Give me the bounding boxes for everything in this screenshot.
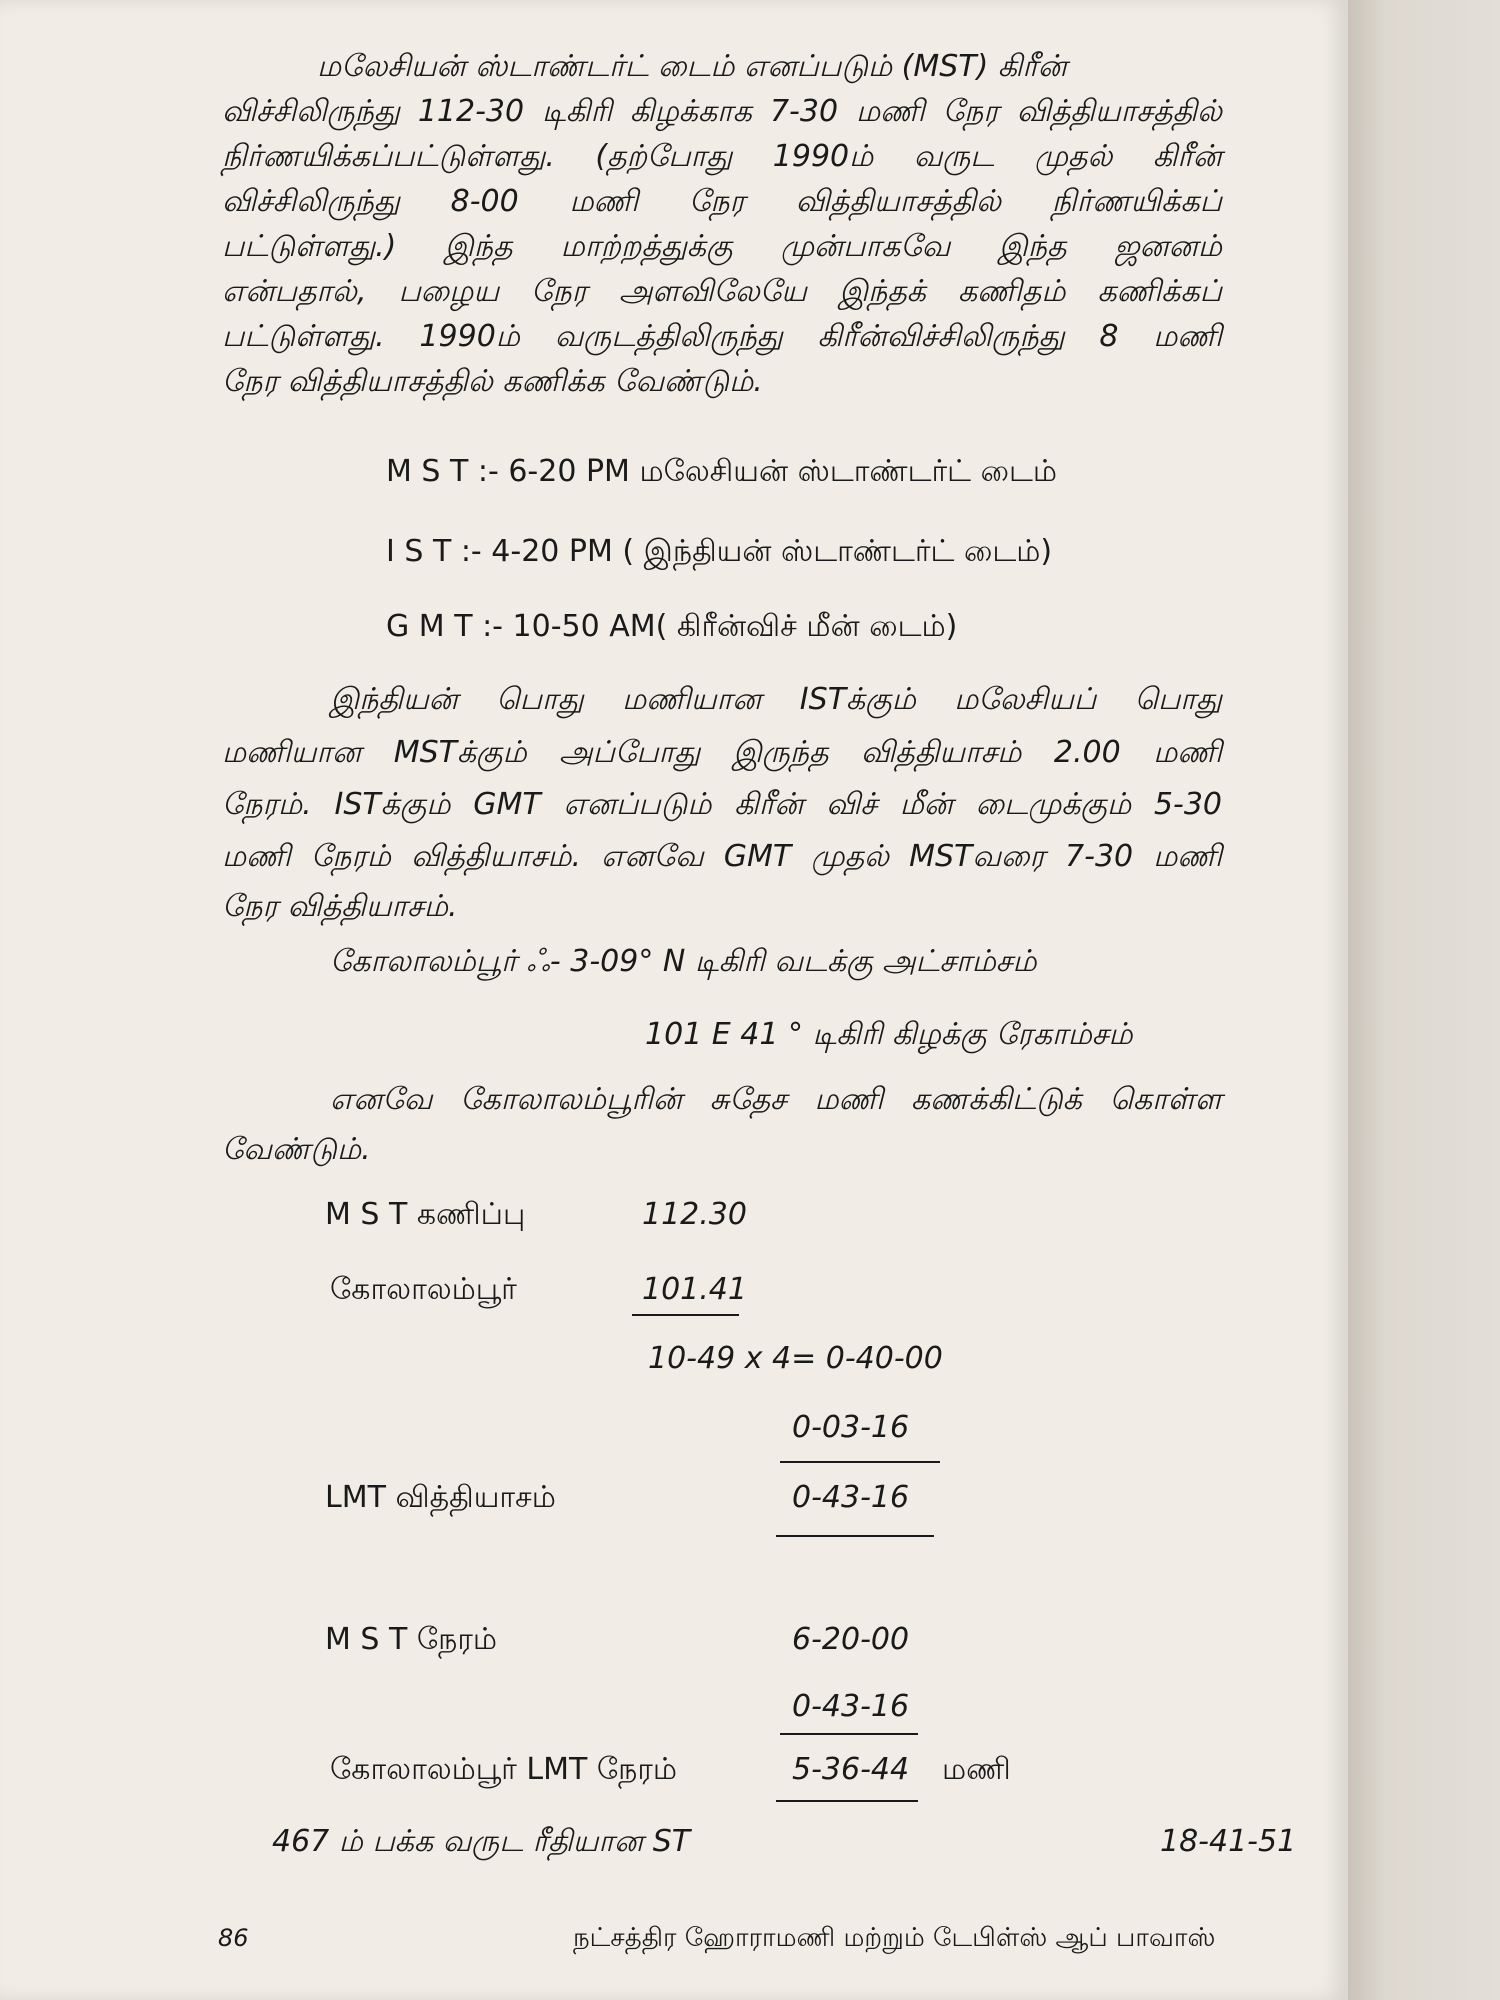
paragraph-line: என்பதால், பழைய நேர அளவிலேயே இந்தக் கணிதம் கணிக்கப் xyxy=(222,274,1222,309)
kl-lmt-label: கோலாலம்பூர் LMT நேரம் xyxy=(330,1752,678,1787)
ist-time-line: I S T :- 4-20 PM ( இந்தியன் ஸ்டாண்டர்ட் டைம்) xyxy=(386,534,1053,569)
longitude-line: 101 E 41 ° டிகிரி கிழக்கு ரேகாம்சம் xyxy=(645,1017,1133,1052)
mst-time-value: 6-20-00 xyxy=(792,1622,910,1657)
paragraph-line: பட்டுள்ளது. 1990ம் வருடத்திலிருந்து கிரீன்விச்சிலிருந்து 8 மணி xyxy=(222,319,1222,354)
paragraph-line: நிர்ணயிக்கப்பட்டுள்ளது. (தற்போது 1990ம் வருட முதல் கிரீன் xyxy=(222,139,1222,174)
mst-calc-label: M S T கணிப்பு xyxy=(325,1197,526,1232)
paragraph-first-line: எனவே கோலாலம்பூரின் சுதேச மணி கணக்கிட்டுக் கொள்ள xyxy=(330,1082,1222,1117)
paragraph-line: மணி நேரம் வித்தியாசம். எனவே GMT முதல் MSTவரை 7-30 மணி xyxy=(222,839,1222,874)
lmt-diff-label: LMT வித்தியாசம் xyxy=(325,1480,556,1515)
paragraph-last-line: வேண்டும். xyxy=(222,1132,371,1167)
mst-time-label: M S T நேரம் xyxy=(325,1622,498,1657)
kl-lmt-unit: மணி xyxy=(942,1752,1011,1787)
paragraph-first-line: இந்தியன் பொது மணியான ISTக்கும் மலேசியப் பொது xyxy=(330,682,1222,717)
kl-value: 101.41 xyxy=(642,1272,747,1307)
mst-time-line: M S T :- 6-20 PM மலேசியன் ஸ்டாண்டர்ட் டைம் xyxy=(386,454,1057,489)
extra-value: 0-03-16 xyxy=(792,1410,910,1445)
latitude-line: கோலாலம்பூர் ஃ- 3-09° N டிகிரி வடக்கு அட்சாம்சம் xyxy=(330,944,1037,979)
lmt-diff-value: 0-43-16 xyxy=(792,1480,910,1515)
kl-lmt-value: 5-36-44 xyxy=(792,1752,910,1787)
gmt-time-line: G M T :- 10-50 AM( கிரீன்விச் மீன் டைம்) xyxy=(386,609,958,644)
book-title: நட்சத்திர ஹோராமணி மற்றும் டேபிள்ஸ் ஆப் பாவாஸ் xyxy=(573,1923,1216,1953)
paragraph-last-line: நேர வித்தியாசம். xyxy=(222,889,458,924)
mst-calc-value: 112.30 xyxy=(642,1197,747,1232)
paragraph-line: விச்சிலிருந்து 8-00 மணி நேர வித்தியாசத்தில் நிர்ணயிக்கப் xyxy=(222,184,1222,219)
paragraph-line: பட்டுள்ளது.) இந்த மாற்றத்துக்கு முன்பாகவே இந்த ஜனனம் xyxy=(222,229,1222,264)
page-edge xyxy=(1348,0,1500,2000)
multiply-line: 10-49 x 4= 0-40-00 xyxy=(648,1341,943,1376)
result-line xyxy=(776,1800,918,1802)
sub-value: 0-43-16 xyxy=(792,1689,910,1724)
page-number: 86 xyxy=(218,1924,249,1952)
st-label: 467 ம் பக்க வருட ரீதியான ST xyxy=(272,1824,691,1859)
difference-line xyxy=(780,1733,918,1735)
st-value: 18-41-51 xyxy=(1160,1824,1297,1859)
paragraph-first-line: மலேசியன் ஸ்டாண்டர்ட் டைம் எனப்படும் (MST) கிரீன் xyxy=(317,49,1068,84)
paragraph-last-line: நேர வித்தியாசத்தில் கணிக்க வேண்டும். xyxy=(222,364,763,399)
sum-line xyxy=(780,1461,940,1463)
paragraph-line: நேரம். ISTக்கும் GMT எனப்படும் கிரீன் விச் மீன் டைமுக்கும் 5-30 xyxy=(222,787,1222,822)
paragraph-line: விச்சிலிருந்து 112-30 டிகிரி கிழக்காக 7-30 மணி நேர வித்தியாசத்தில் xyxy=(222,94,1222,129)
paragraph-line: மணியான MSTக்கும் அப்போது இருந்த வித்தியாசம் 2.00 மணி xyxy=(222,735,1222,770)
total-line xyxy=(776,1535,934,1537)
kl-label: கோலாலம்பூர் xyxy=(330,1272,517,1307)
subtraction-line xyxy=(632,1314,739,1316)
